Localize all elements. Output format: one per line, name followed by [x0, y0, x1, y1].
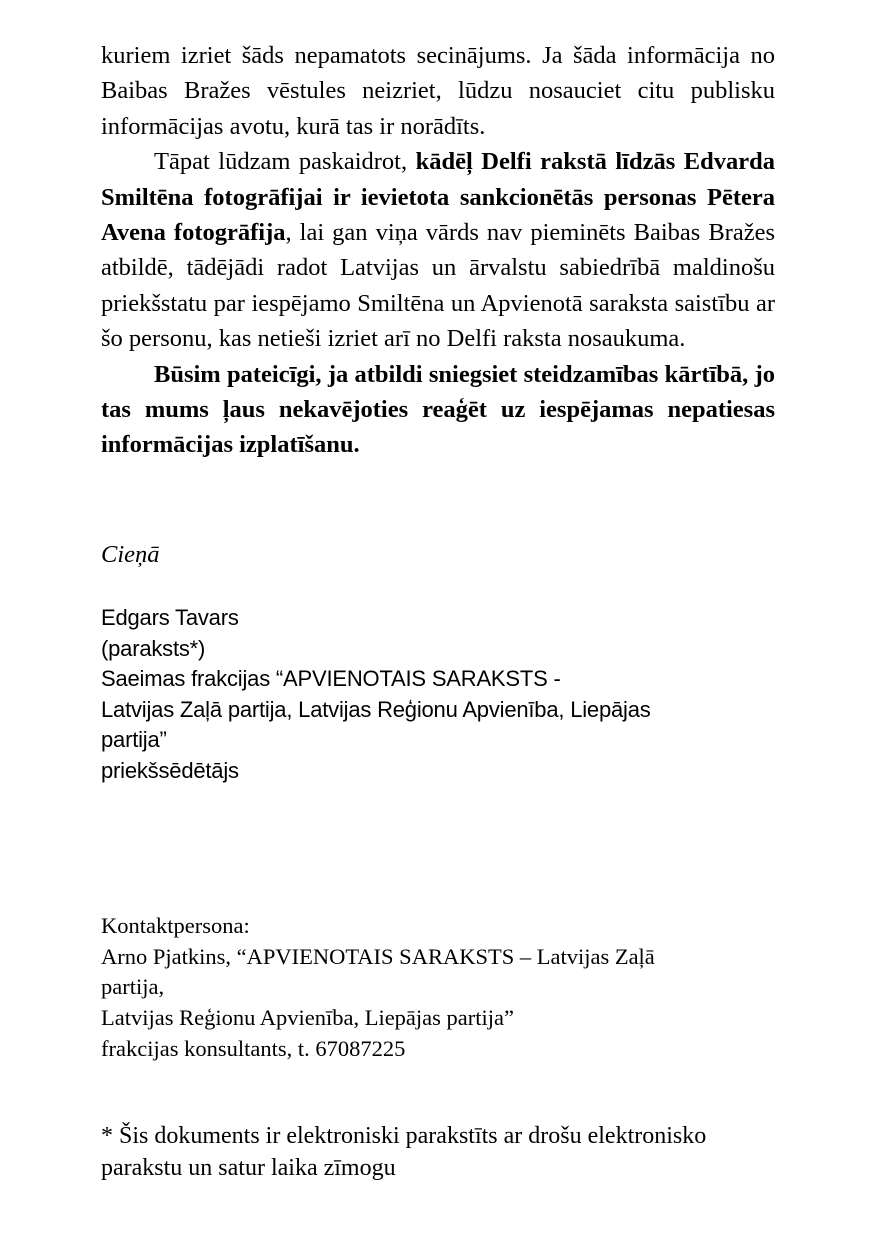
signature-block	[101, 603, 775, 786]
footnote-line-2: parakstu un satur laika zīmogu	[101, 1155, 396, 1181]
request-intro: Tāpat lūdzam paskaidrot,	[154, 148, 416, 176]
contact-block	[101, 911, 775, 1065]
paragraph-request	[101, 144, 775, 356]
signature-mark: (paraksts*)	[101, 635, 206, 661]
contact-heading: Kontaktpersona:	[101, 913, 250, 938]
closing-salutation: Cieņā	[101, 541, 160, 568]
signer-role: priekšsēdētājs	[101, 757, 239, 783]
signer-faction-line-1: Saeimas frakcijas “APVIENOTAIS SARAKSTS -	[101, 666, 561, 691]
contact-line-1: Arno Pjatkins, “APVIENOTAIS SARAKSTS – Latvijas Zaļā	[101, 943, 655, 969]
signer-faction-line-3: partija”	[101, 727, 167, 752]
request-bold-question: kādēļ Delfi rakstā līdzās Edvarda Smiltēna fotogrāfijai ir ievietota sankcionētās personas Pētera Avena fotogrāfija	[101, 148, 775, 247]
footnote-line-1: * Šis dokuments ir elektroniski parakstīts ar drošu elektronisko	[101, 1123, 707, 1149]
contact-line-2: partija,	[101, 974, 165, 1000]
letter-body	[101, 38, 775, 463]
paragraph-urgency: Būsim pateicīgi, ja atbildi sniegsiet steidzamības kārtībā, jo tas mums ļaus nekavējoties reaģēt uz iespējamas nepatiesas informācijas izplatīšanu.	[101, 360, 775, 459]
footnote	[101, 1120, 801, 1184]
paragraph-continuation: kuriem izriet šāds nepamatots secinājums. Ja šāda informācija no Baibas Bražes vēstules neizriet, lūdzu nosauciet citu publisku informācijas avotu, kurā tas ir norādīts.	[101, 42, 775, 140]
signer-faction-line-2: Latvijas Zaļā partija, Latvijas Reģionu Apvienība, Liepājas	[101, 696, 651, 722]
request-explanation: , lai gan viņa vārds nav pieminēts Baibas Bražes atbildē, tādējādi radot Latvijas un ārvalstu sabiedrībā maldinošu priekšstatu par iespējamo Smiltēna un Apvienotā saraksta saistību ar šo personu, kas netieši izriet arī no Delfi raksta nosaukuma.	[101, 219, 775, 353]
contact-line-4: frakcijas konsultants, t. 67087225	[101, 1035, 406, 1061]
signer-name: Edgars Tavars	[101, 605, 239, 630]
contact-line-3: Latvijas Reģionu Apvienība, Liepājas partija”	[101, 1005, 514, 1031]
